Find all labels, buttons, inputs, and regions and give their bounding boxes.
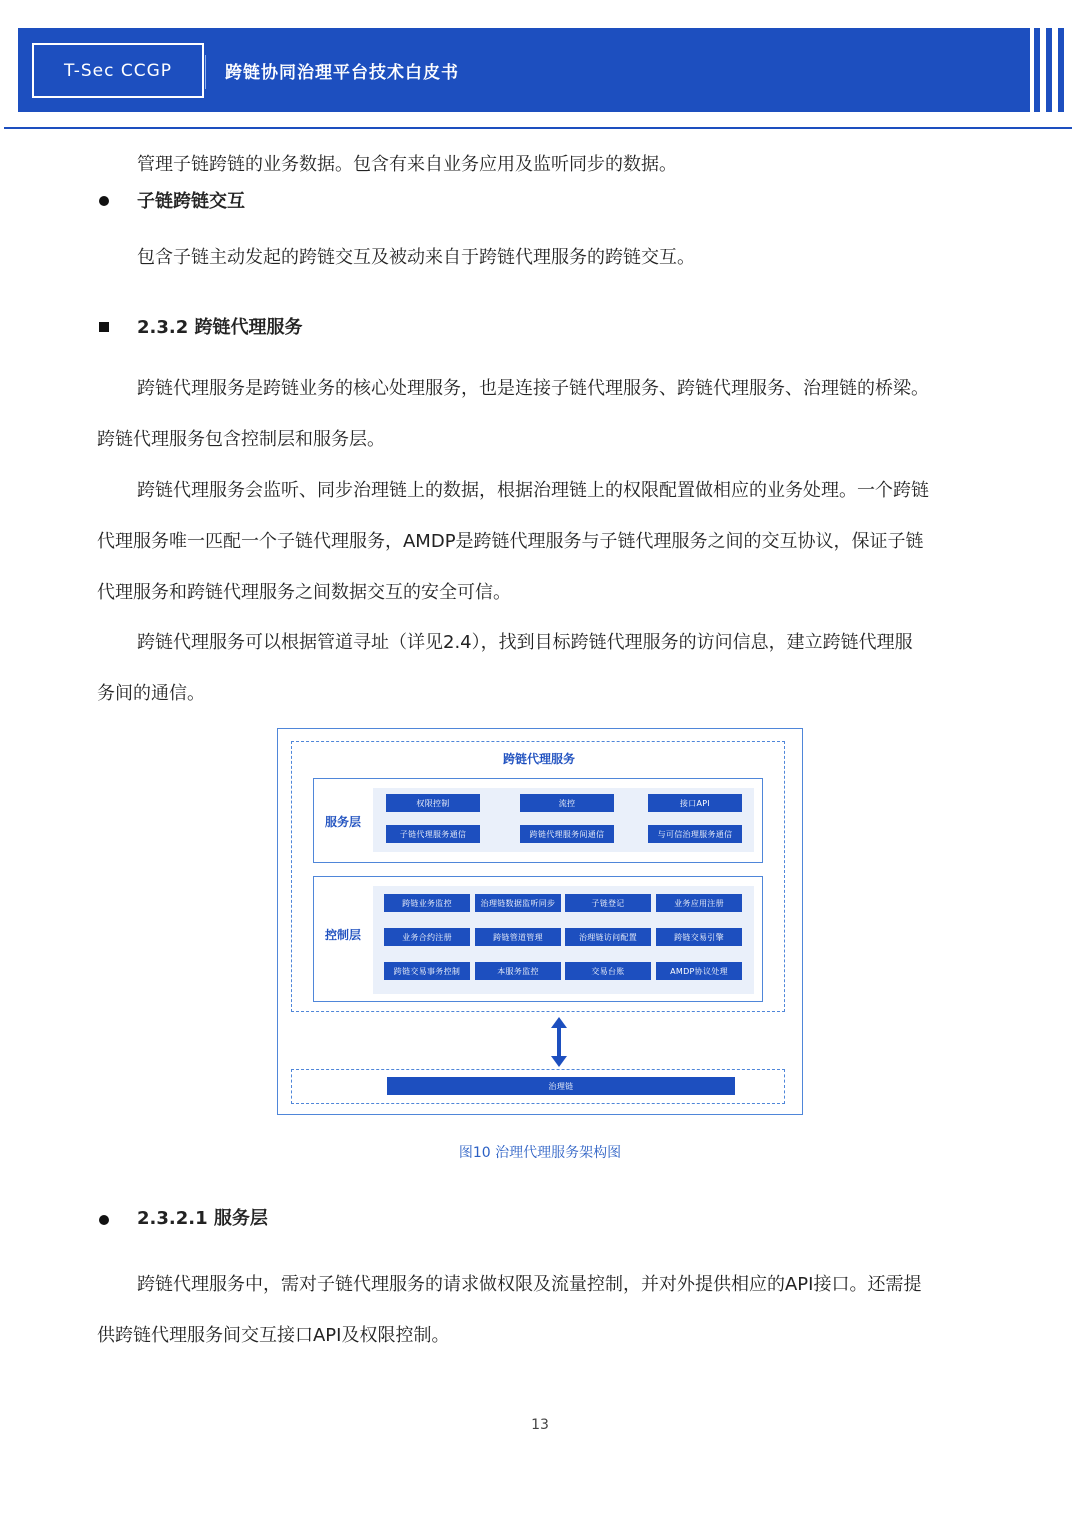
chip-interface-api: 接口API — [648, 794, 742, 812]
chip-control-item: 治理链数据监听同步 — [475, 894, 561, 912]
figure-caption: 图10 治理代理服务架构图 — [458, 1145, 622, 1161]
chip-control-item: 跨链业务监控 — [384, 894, 470, 912]
chip-control-item: 治理链访问配置 — [565, 928, 651, 946]
chip-control-item: 业务合约注册 — [384, 928, 470, 946]
chip-permission-control: 权限控制 — [386, 794, 480, 812]
paragraph: 代理服务和跨链代理服务之间数据交互的安全可信。 — [97, 582, 511, 603]
paragraph: 跨链代理服务会监听、同步治理链上的数据，根据治理链上的权限配置做相应的业务处理。一个跨链 — [137, 480, 929, 501]
diagram-title: 跨链代理服务 — [503, 752, 576, 766]
page-number: 13 — [531, 1417, 549, 1433]
header-divider — [205, 55, 206, 89]
header-stripe — [1058, 28, 1064, 112]
chip-control-item: 跨链交易事务控制 — [384, 962, 470, 980]
architecture-diagram — [277, 728, 803, 1115]
paragraph: 跨链代理服务包含控制层和服务层。 — [97, 429, 385, 450]
brand-logo-text: T-Sec CCGP — [32, 43, 204, 98]
control-layer-label: 控制层 — [325, 928, 362, 942]
control-layer-panel — [373, 886, 754, 994]
header-stripe — [1034, 28, 1040, 112]
chip-trusted-governance-comm: 与可信治理服务通信 — [648, 825, 742, 843]
paragraph: 包含子链主动发起的跨链交互及被动来自于跨链代理服务的跨链交互。 — [137, 247, 695, 268]
paragraph: 跨链代理服务是跨链业务的核心处理服务，也是连接子链代理服务、跨链代理服务、治理链的桥梁。 — [137, 378, 929, 399]
document-title: 跨链协同治理平台技术白皮书 — [225, 63, 459, 83]
bullet-icon — [99, 1215, 109, 1225]
paragraph: 务间的通信。 — [97, 683, 205, 704]
chip-control-item: 跨链交易引擎 — [656, 928, 742, 946]
chip-control-item: 子链登记 — [565, 894, 651, 912]
bullet-icon — [99, 196, 109, 206]
chip-control-item: 跨链管道管理 — [475, 928, 561, 946]
paragraph: 跨链代理服务中，需对子链代理服务的请求做权限及流量控制，并对外提供相应的API接口。还需提 — [137, 1274, 922, 1295]
header-stripe — [1046, 28, 1052, 112]
chip-flow-control: 流控 — [520, 794, 614, 812]
section-marker-icon — [99, 322, 109, 332]
service-layer-label: 服务层 — [325, 815, 362, 829]
chip-control-item: 业务应用注册 — [656, 894, 742, 912]
chip-subchain-comm: 子链代理服务通信 — [386, 825, 480, 843]
subsection-heading: 2.3.2.1 服务层 — [137, 1208, 268, 1229]
control-layer-box — [313, 876, 763, 1002]
paragraph: 管理子链跨链的业务数据。包含有来自业务应用及监听同步的数据。 — [137, 154, 677, 175]
chip-control-item: 本服务监控 — [475, 962, 561, 980]
chip-crosschain-comm: 跨链代理服务间通信 — [520, 825, 614, 843]
paragraph: 供跨链代理服务间交互接口API及权限控制。 — [97, 1325, 450, 1346]
bullet-heading: 子链跨链交互 — [137, 191, 245, 212]
service-layer-panel — [373, 788, 754, 852]
double-arrow-icon — [548, 1017, 570, 1067]
paragraph: 跨链代理服务可以根据管道寻址（详见2.4），找到目标跨链代理服务的访问信息，建立跨链代理服 — [137, 632, 913, 653]
chip-control-item: 交易台账 — [565, 962, 651, 980]
header-rule — [4, 127, 1072, 129]
section-heading: 2.3.2 跨链代理服务 — [137, 317, 303, 338]
chip-control-item: AMDP协议处理 — [656, 962, 742, 980]
governance-chain-bar: 治理链 — [387, 1077, 735, 1095]
paragraph: 代理服务唯一匹配一个子链代理服务，AMDP是跨链代理服务与子链代理服务之间的交互协议，保证子链 — [97, 531, 924, 552]
service-layer-box — [313, 778, 763, 863]
